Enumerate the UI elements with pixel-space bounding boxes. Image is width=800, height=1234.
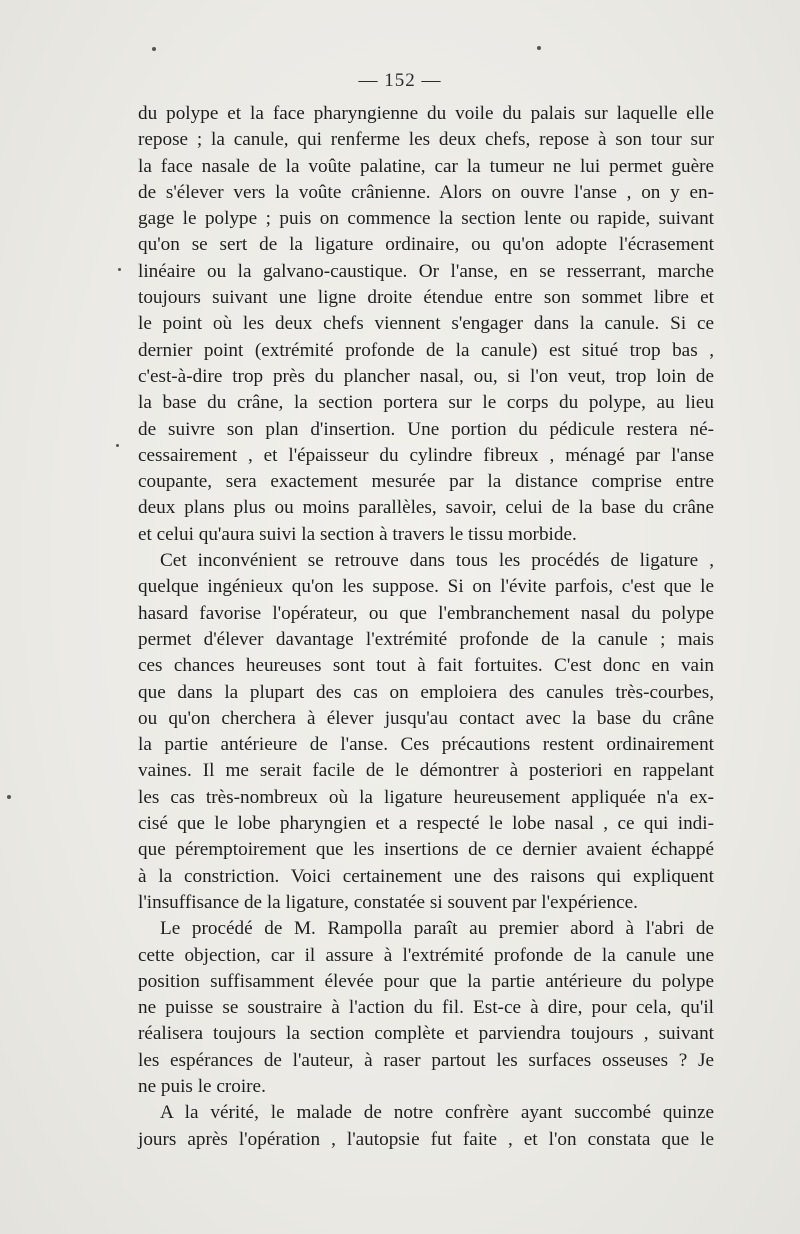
text-line: réalisera toujours la section complète et parviendra toujours , suivant bbox=[138, 1023, 714, 1045]
text-line: position suffisamment élevée pour que la partie antérieure du polype bbox=[138, 970, 714, 992]
text-line: la partie antérieure de l'anse. Ces précautions restent ordinairement bbox=[138, 734, 714, 756]
text-line: hasard favorise l'opérateur, ou que l'embranchement nasal du polype bbox=[138, 602, 714, 624]
text-line: que péremptoirement que les insertions de ce dernier avaient échappé bbox=[138, 839, 714, 861]
text-line: cessairement , et l'épaisseur du cylindre fibreux , ménagé par l'anse bbox=[138, 444, 714, 466]
text-line: la base du crâne, la section portera sur le corps du polype, au lieu bbox=[138, 392, 714, 414]
print-speck bbox=[537, 46, 541, 50]
text-line: jours après l'opération , l'autopsie fut faite , et l'on constata que le bbox=[138, 1128, 714, 1150]
text-line: quelque ingénieux qu'on les suppose. Si on l'évite parfois, c'est que le bbox=[138, 576, 714, 598]
text-line: cette objection, car il assure à l'extrémité profonde de la canule une bbox=[138, 944, 714, 966]
body-text bbox=[138, 101, 714, 1153]
text-line: qu'on se sert de la ligature ordinaire, ou qu'on adopte l'écrasement bbox=[138, 234, 714, 256]
text-line: gage le polype ; puis on commence la section lente ou rapide, suivant bbox=[138, 208, 714, 230]
text-line: Le procédé de M. Rampolla paraît au premier abord à l'abri de bbox=[160, 918, 714, 940]
text-line: A la vérité, le malade de notre confrère ayant succombé quinze bbox=[160, 1102, 714, 1124]
text-line: Cet inconvénient se retrouve dans tous les procédés de ligature , bbox=[160, 550, 714, 572]
page-number: — 152 — bbox=[358, 70, 442, 91]
text-line: deux plans plus ou moins parallèles, savoir, celui de la base du crâne bbox=[138, 497, 714, 519]
text-line: les espérances de l'auteur, à raser partout les surfaces osseuses ? Je bbox=[138, 1049, 714, 1071]
text-line: permet d'élever davantage l'extrémité profonde de la canule ; mais bbox=[138, 628, 714, 650]
text-line: repose ; la canule, qui renferme les deux chefs, repose à son tour sur bbox=[138, 129, 714, 151]
text-line: linéaire ou la galvano-caustique. Or l'anse, en se resserrant, marche bbox=[138, 260, 714, 282]
text-line: le point où les deux chefs viennent s'engager dans la canule. Si ce bbox=[138, 313, 714, 335]
print-speck bbox=[116, 444, 119, 447]
text-line: toujours suivant une ligne droite étendue entre son sommet libre et bbox=[138, 287, 714, 309]
text-line: l'insuffisance de la ligature, constatée si souvent par l'expérience. bbox=[138, 891, 638, 913]
text-line: les cas très-nombreux où la ligature heureusement appliquée n'a ex- bbox=[138, 786, 714, 808]
print-speck bbox=[152, 47, 156, 51]
text-line: ces chances heureuses sont tout à fait fortuites. C'est donc en vain bbox=[138, 655, 714, 677]
text-line: ne puisse se soustraire à l'action du fil. Est-ce à dire, pour cela, qu'il bbox=[138, 997, 714, 1019]
print-speck bbox=[7, 795, 11, 799]
text-line: cisé que le lobe pharyngien et a respecté le lobe nasal , ce qui indi- bbox=[138, 813, 714, 835]
text-line: et celui qu'aura suivi la section à travers le tissu morbide. bbox=[138, 523, 577, 545]
text-line: ou qu'on cherchera à élever jusqu'au contact avec la base du crâne bbox=[138, 707, 714, 729]
text-line: de suivre son plan d'insertion. Une portion du pédicule restera né- bbox=[138, 418, 714, 440]
text-line: la face nasale de la voûte palatine, car la tumeur ne lui permet guère bbox=[138, 155, 714, 177]
text-line: à la constriction. Voici certainement une des raisons qui expliquent bbox=[138, 865, 714, 887]
text-line: ne puis le croire. bbox=[138, 1075, 266, 1097]
text-line: vaines. Il me serait facile de le démontrer à posteriori en rappelant bbox=[138, 760, 714, 782]
print-speck bbox=[118, 268, 121, 271]
text-line: du polype et la face pharyngienne du voile du palais sur laquelle elle bbox=[138, 103, 714, 124]
text-line: c'est-à-dire trop près du plancher nasal, ou, si l'on veut, trop loin de bbox=[138, 365, 714, 387]
text-line: coupante, sera exactement mesurée par la distance comprise entre bbox=[138, 471, 714, 493]
text-line: dernier point (extrémité profonde de la canule) est situé trop bas , bbox=[138, 339, 714, 361]
text-line: que dans la plupart des cas on emploiera des canules très-courbes, bbox=[138, 681, 714, 703]
text-line: de s'élever vers la voûte crânienne. Alors on ouvre l'anse , on y en- bbox=[138, 181, 714, 203]
